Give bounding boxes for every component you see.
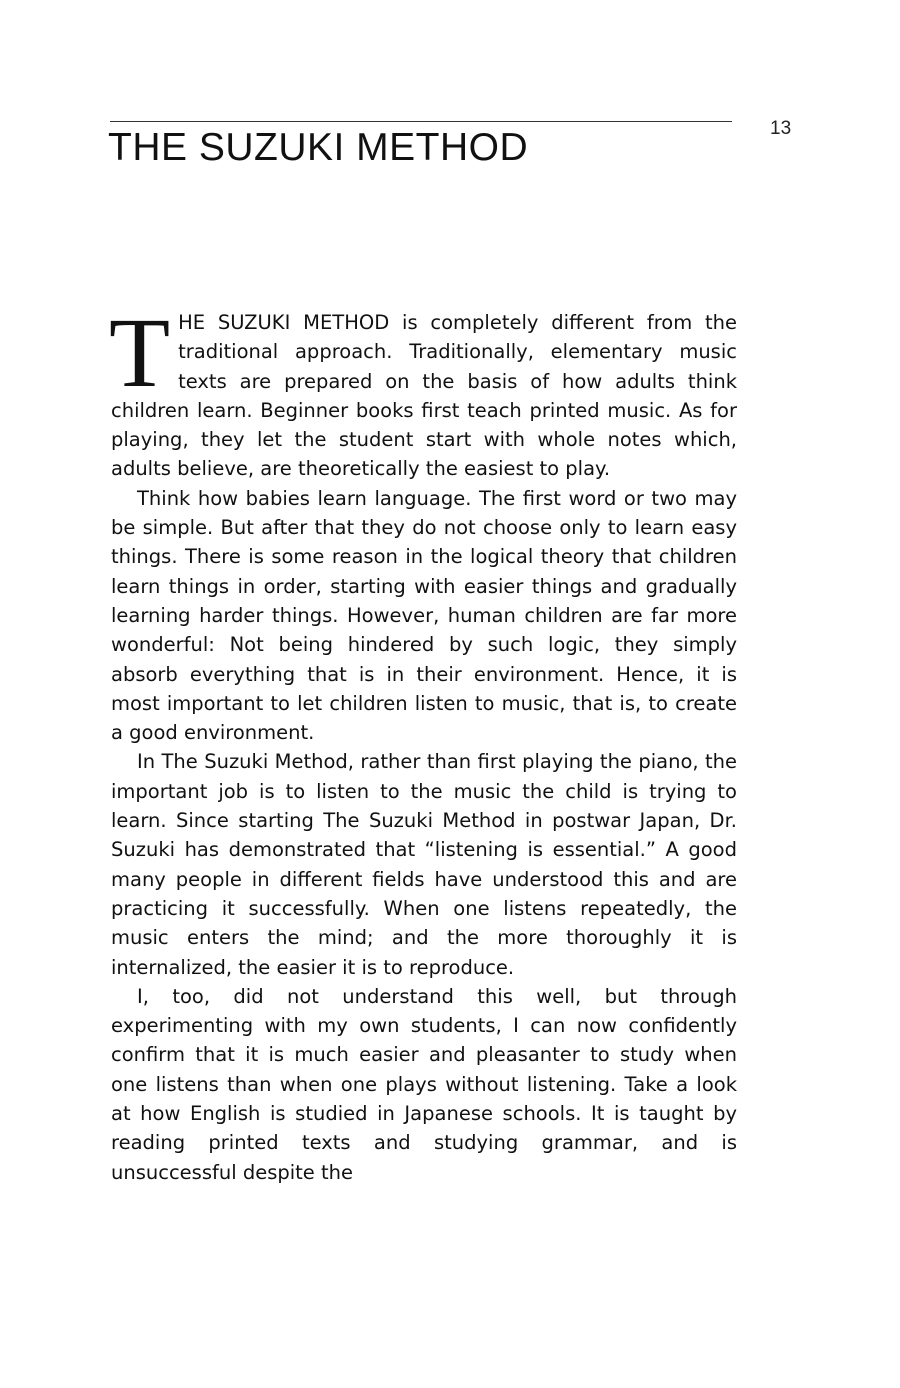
paragraph-1-text: is completely different from the traditional approach. Traditionally, elementary music texts are prepared on the basis of how adults think children learn. Beginner books first teach printed music. As for playing, they let the student start with whole notes which, adults believe, are theoretically the easiest to play. [111, 311, 738, 481]
body-text [109, 297, 738, 1187]
lead-caps: HE SUZUKI METHOD [178, 311, 390, 334]
page-number: 13 [770, 118, 792, 139]
paragraph-2: Think how babies learn language. The first word or two may be simple. But after that they do not choose only to learn easy things. There is some reason in the logical theory that children learn things in order, starting with easier things and gradually learning harder things. However, human children are far more wonderful: Not being hindered by such logic, they simply absorb everything that is in their environment. Hence, it is most important to let children listen to music, that is, to create a good environment. [111, 486, 737, 745]
header-rule [110, 121, 732, 122]
paragraph-4: I, too, did not understand this well, but through experimenting with my own students, I can now confidently confirm that it is much easier and pleasanter to study when one listens than when one plays without listening. Take a look at how English is studied in Japanese schools. It is taught by reading printed texts and studying grammar, and is unsuccessful despite the [111, 984, 737, 1184]
paragraph-1 [109, 297, 738, 484]
paragraph-3: In The Suzuki Method, rather than first playing the piano, the important job is to listen to the music the child is trying to learn. Since starting The Suzuki Method in postwar Japan, Dr. Suzuki has demonstrated that “listening is essential.” A good many people in different fields have understood this and are practicing it successfully. When one listens repeatedly, the music enters the mind; and the more thoroughly it is internalized, the easier it is to reproduce. [111, 750, 737, 979]
chapter-title: THE SUZUKI METHOD [108, 126, 529, 169]
drop-cap: T [109, 297, 171, 408]
